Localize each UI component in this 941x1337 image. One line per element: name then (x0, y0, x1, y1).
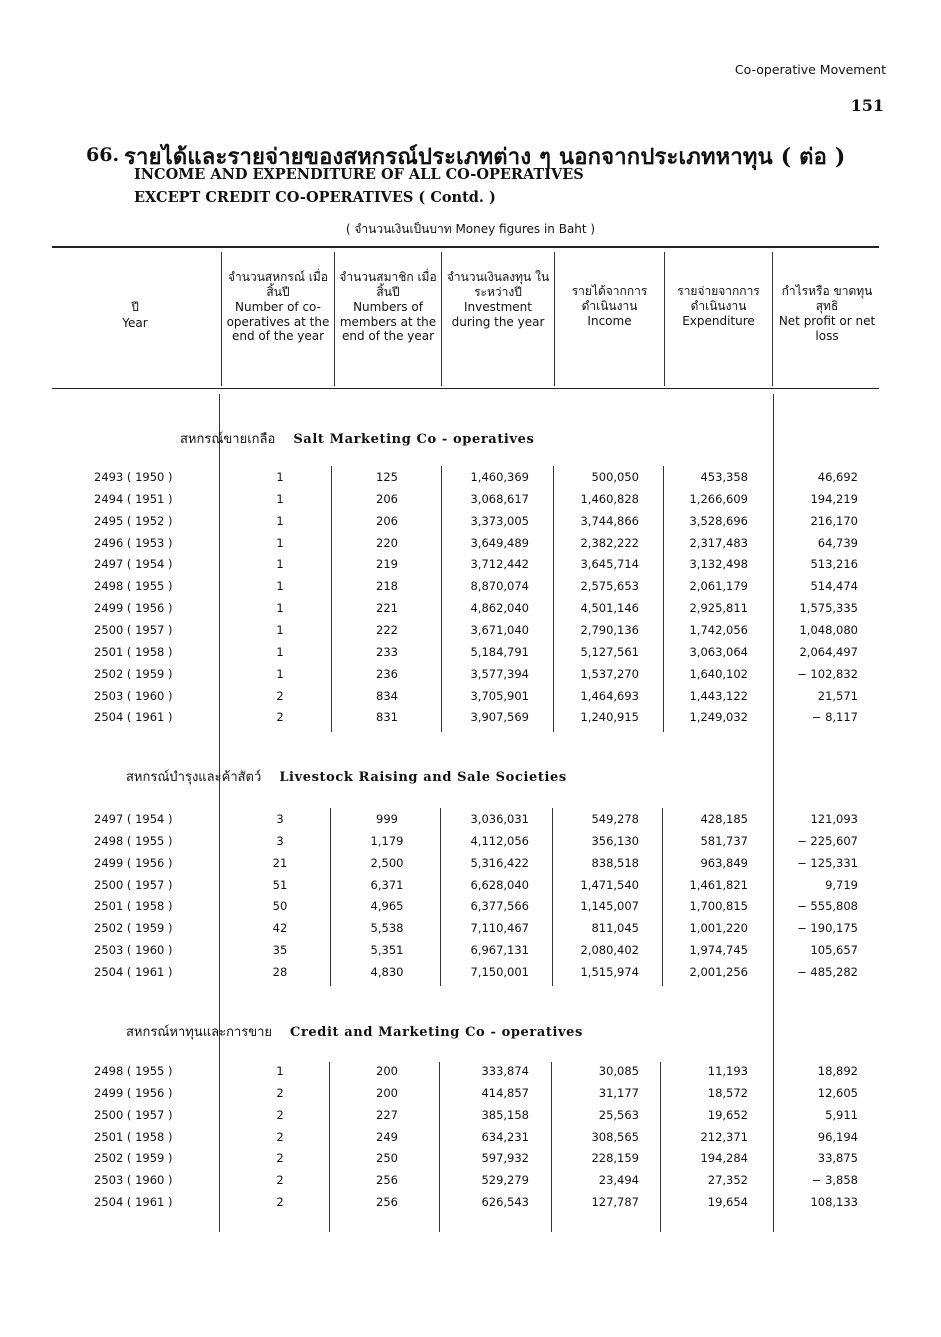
cell-members: 206 (376, 491, 398, 506)
cell-expenditure: 27,352 (707, 1173, 748, 1188)
cell-members: 125 (376, 470, 398, 484)
cell-coops: 28 (272, 964, 288, 979)
cell-coops: 1 (276, 557, 284, 572)
section-title-salt (0, 428, 941, 449)
cell-net: 46,692 (817, 470, 858, 484)
cell-coops: 1 (276, 622, 284, 637)
table-row (0, 536, 941, 556)
cell-coops: 2 (276, 1195, 284, 1210)
cell-coops: 2 (276, 688, 284, 703)
cell-net: 514,474 (810, 579, 858, 594)
cell-investment: 5,184,791 (470, 644, 529, 659)
cell-investment: 3,068,617 (470, 491, 529, 506)
table-row (0, 1108, 941, 1128)
header-expenditure (667, 284, 770, 329)
header-members-english: Numbers of members at the end of the year (339, 300, 437, 343)
table-row (0, 557, 941, 577)
table-top-rule (52, 246, 879, 248)
cell-income: 30,085 (598, 1064, 639, 1078)
header-coops (224, 270, 332, 344)
cell-members: 256 (376, 1173, 398, 1188)
cell-members: 834 (376, 688, 398, 703)
cell-coops: 1 (276, 470, 284, 484)
cell-expenditure: 3,132,498 (689, 557, 748, 572)
cell-investment: 1,460,369 (470, 470, 529, 484)
cell-expenditure: 963,849 (700, 855, 748, 870)
cell-members: 236 (376, 666, 398, 681)
cell-income: 228,159 (591, 1151, 639, 1166)
cell-coops: 1 (276, 1064, 284, 1078)
cell-income: 1,145,007 (580, 899, 639, 914)
header-coops-thai: จำนวนสหกรณ์ เมื่อสิ้นปี (227, 270, 329, 299)
header-investment-english: Investment during the year (451, 300, 545, 329)
cell-year: 2504 ( 1961 ) (94, 964, 173, 979)
cell-investment: 7,110,467 (470, 921, 529, 936)
cell-expenditure: 194,284 (700, 1151, 748, 1166)
cell-income: 1,537,270 (580, 666, 639, 681)
table-row (0, 601, 941, 621)
cell-expenditure: 2,001,256 (689, 964, 748, 979)
cell-year: 2504 ( 1961 ) (94, 710, 173, 725)
header-expenditure-thai: รายจ่ายจากการ ดำเนินงาน (677, 284, 760, 313)
cell-investment: 6,628,040 (470, 877, 529, 892)
cell-coops: 1 (276, 513, 284, 528)
header-income-english: Income (587, 314, 632, 328)
cell-expenditure: 2,061,179 (689, 579, 748, 594)
cell-income: 3,645,714 (580, 557, 639, 572)
cell-members: 999 (376, 812, 398, 826)
cell-net: 121,093 (810, 812, 858, 826)
cell-investment: 4,862,040 (470, 601, 529, 616)
cell-year: 2498 ( 1955 ) (94, 1064, 173, 1078)
cell-year: 2502 ( 1959 ) (94, 1151, 173, 1166)
header-members (337, 270, 439, 344)
cell-net: − 3,858 (811, 1173, 858, 1188)
cell-income: 127,787 (591, 1195, 639, 1210)
cell-investment: 3,712,442 (470, 557, 529, 572)
table-row (0, 856, 941, 876)
cell-coops: 2 (276, 1173, 284, 1188)
cell-investment: 634,231 (481, 1129, 529, 1144)
cell-year: 2498 ( 1955 ) (94, 833, 173, 848)
cell-members: 221 (376, 601, 398, 616)
cell-expenditure: 1,700,815 (689, 899, 748, 914)
table-row (0, 710, 941, 730)
cell-year: 2503 ( 1960 ) (94, 1173, 173, 1188)
cell-expenditure: 1,640,102 (689, 666, 748, 681)
cell-members: 250 (376, 1151, 398, 1166)
section-title-english: Credit and Marketing Co - operatives (290, 1025, 583, 1040)
cell-members: 222 (376, 622, 398, 637)
cell-investment: 333,874 (481, 1064, 529, 1078)
cell-income: 308,565 (591, 1129, 639, 1144)
cell-expenditure: 1,001,220 (689, 921, 748, 936)
cell-net: − 102,832 (797, 666, 858, 681)
header-net-english: Net profit or net loss (778, 314, 876, 343)
cell-investment: 3,671,040 (470, 622, 529, 637)
cell-investment: 3,907,569 (470, 710, 529, 725)
cell-investment: 3,036,031 (470, 812, 529, 826)
cell-net: 2,064,497 (799, 644, 858, 659)
cell-members: 5,538 (370, 921, 404, 936)
cell-coops: 1 (276, 579, 284, 594)
cell-year: 2503 ( 1960 ) (94, 688, 173, 703)
cell-coops: 1 (276, 644, 284, 659)
cell-net: 1,575,335 (799, 601, 858, 616)
cell-net: 33,875 (817, 1151, 858, 1166)
header-net-thai: กำไรหรือ ขาดทุนสุทธิ (781, 284, 873, 313)
cell-expenditure: 19,652 (707, 1107, 748, 1122)
cell-members: 6,371 (370, 877, 404, 892)
cell-income: 1,464,693 (580, 688, 639, 703)
cell-year: 2501 ( 1958 ) (94, 644, 173, 659)
cell-coops: 21 (272, 855, 288, 870)
cell-income: 1,460,828 (580, 491, 639, 506)
table-row (0, 812, 941, 832)
cell-year: 2499 ( 1956 ) (94, 855, 173, 870)
cell-expenditure: 1,742,056 (689, 622, 748, 637)
cell-members: 4,830 (370, 964, 404, 979)
cell-members: 233 (376, 644, 398, 659)
cell-coops: 2 (276, 1085, 284, 1100)
section-title-thai: สหกรณ์ขายเกลือ (180, 432, 276, 447)
cell-year: 2500 ( 1957 ) (94, 622, 173, 637)
cell-investment: 414,857 (481, 1085, 529, 1100)
table-row (0, 878, 941, 898)
cell-income: 2,382,222 (580, 535, 639, 550)
table-title-english-line2: EXCEPT CREDIT CO-OPERATIVES ( Contd. ) (134, 189, 496, 206)
cell-members: 249 (376, 1129, 398, 1144)
cell-income: 356,130 (591, 833, 639, 848)
table-row (0, 834, 941, 854)
table-row (0, 1195, 941, 1215)
cell-coops: 51 (272, 877, 288, 892)
cell-investment: 626,543 (481, 1195, 529, 1210)
cell-income: 2,080,402 (580, 943, 639, 958)
cell-investment: 7,150,001 (470, 964, 529, 979)
cell-net: − 190,175 (797, 921, 858, 936)
cell-year: 2502 ( 1959 ) (94, 921, 173, 936)
cell-income: 2,575,653 (580, 579, 639, 594)
cell-expenditure: 1,266,609 (689, 491, 748, 506)
cell-coops: 2 (276, 710, 284, 725)
header-year (60, 300, 210, 330)
cell-investment: 529,279 (481, 1173, 529, 1188)
cell-investment: 597,932 (481, 1151, 529, 1166)
cell-investment: 8,870,074 (470, 579, 529, 594)
cell-year: 2499 ( 1956 ) (94, 601, 173, 616)
table-row (0, 645, 941, 665)
cell-expenditure: 581,737 (700, 833, 748, 848)
cell-members: 227 (376, 1107, 398, 1122)
cell-net: − 485,282 (797, 964, 858, 979)
header-income (557, 284, 662, 329)
cell-members: 831 (376, 710, 398, 725)
table-row (0, 1130, 941, 1150)
cell-investment: 6,967,131 (470, 943, 529, 958)
cell-investment: 3,649,489 (470, 535, 529, 550)
table-row (0, 1064, 941, 1084)
cell-year: 2497 ( 1954 ) (94, 812, 173, 826)
cell-members: 218 (376, 579, 398, 594)
cell-members: 2,500 (370, 855, 404, 870)
cell-coops: 50 (272, 899, 288, 914)
page-number: 151 (850, 96, 884, 115)
header-divider (664, 252, 665, 386)
cell-expenditure: 11,193 (707, 1064, 748, 1078)
cell-income: 1,471,540 (580, 877, 639, 892)
table-row (0, 1151, 941, 1171)
cell-expenditure: 1,249,032 (689, 710, 748, 725)
cell-net: 18,892 (817, 1064, 858, 1078)
cell-year: 2502 ( 1959 ) (94, 666, 173, 681)
cell-expenditure: 3,528,696 (689, 513, 748, 528)
cell-members: 219 (376, 557, 398, 572)
cell-coops: 3 (276, 833, 284, 848)
cell-year: 2495 ( 1952 ) (94, 513, 173, 528)
header-divider (441, 252, 442, 386)
cell-net: 194,219 (810, 491, 858, 506)
cell-net: 9,719 (825, 877, 858, 892)
header-coops-english: Number of co-operatives at the end of the year (226, 300, 330, 343)
cell-coops: 1 (276, 491, 284, 506)
table-title-english-line1: INCOME AND EXPENDITURE OF ALL CO-OPERATIVES (134, 166, 584, 183)
header-bottom-rule (52, 388, 879, 389)
cell-year: 2499 ( 1956 ) (94, 1085, 173, 1100)
header-divider (221, 252, 222, 386)
cell-expenditure: 2,317,483 (689, 535, 748, 550)
table-row (0, 470, 941, 490)
cell-income: 31,177 (598, 1085, 639, 1100)
cell-expenditure: 428,185 (700, 812, 748, 826)
header-net (776, 284, 878, 343)
cell-expenditure: 453,358 (700, 470, 748, 484)
table-row (0, 689, 941, 709)
cell-income: 500,050 (591, 470, 639, 484)
cell-members: 5,351 (370, 943, 404, 958)
cell-coops: 3 (276, 812, 284, 826)
cell-income: 1,515,974 (580, 964, 639, 979)
money-units-note: ( จำนวนเงินเป็นบาท Money figures in Baht ) (345, 222, 596, 236)
cell-income: 549,278 (591, 812, 639, 826)
table-title-thai: รายได้และรายจ่ายของสหกรณ์ประเภทต่าง ๆ นอกจากประเภทหาทุน ( ต่อ ) (124, 144, 846, 170)
cell-coops: 2 (276, 1107, 284, 1122)
cell-net: − 8,117 (811, 710, 858, 725)
cell-members: 200 (376, 1085, 398, 1100)
cell-expenditure: 18,572 (707, 1085, 748, 1100)
header-expenditure-english: Expenditure (682, 314, 755, 328)
cell-investment: 3,373,005 (470, 513, 529, 528)
cell-year: 2504 ( 1961 ) (94, 1195, 173, 1210)
header-investment (444, 270, 552, 329)
cell-investment: 6,377,566 (470, 899, 529, 914)
cell-coops: 42 (272, 921, 288, 936)
cell-investment: 385,158 (481, 1107, 529, 1122)
cell-year: 2494 ( 1951 ) (94, 491, 173, 506)
cell-income: 2,790,136 (580, 622, 639, 637)
header-year-english: Year (122, 315, 148, 330)
cell-coops: 35 (272, 943, 288, 958)
cell-year: 2497 ( 1954 ) (94, 557, 173, 572)
cell-members: 220 (376, 535, 398, 550)
cell-income: 3,744,866 (580, 513, 639, 528)
cell-investment: 5,316,422 (470, 855, 529, 870)
section-title-livestock (0, 766, 941, 787)
cell-net: 105,657 (810, 943, 858, 958)
running-head: Co-operative Movement (734, 62, 886, 77)
header-year-thai: ปี (131, 300, 139, 314)
table-row (0, 921, 941, 941)
cell-net: − 125,331 (797, 855, 858, 870)
cell-coops: 1 (276, 601, 284, 616)
cell-expenditure: 2,925,811 (689, 601, 748, 616)
cell-expenditure: 19,654 (707, 1195, 748, 1210)
table-row (0, 667, 941, 687)
table-row (0, 943, 941, 963)
cell-expenditure: 1,974,745 (689, 943, 748, 958)
cell-income: 23,494 (598, 1173, 639, 1188)
cell-members: 256 (376, 1195, 398, 1210)
table-row (0, 899, 941, 919)
table-row (0, 623, 941, 643)
header-income-thai: รายได้จากการ ดำเนินงาน (571, 284, 648, 313)
cell-net: 1,048,080 (799, 622, 858, 637)
cell-expenditure: 3,063,064 (689, 644, 748, 659)
cell-investment: 3,705,901 (470, 688, 529, 703)
cell-net: 21,571 (817, 688, 858, 703)
cell-year: 2496 ( 1953 ) (94, 535, 173, 550)
table-row (0, 1086, 941, 1106)
cell-net: 108,133 (810, 1195, 858, 1210)
section-title-english: Salt Marketing Co - operatives (293, 432, 535, 447)
section-title-thai: สหกรณ์หาทุนและการขาย (126, 1025, 273, 1040)
table-row (0, 1173, 941, 1193)
table-row (0, 492, 941, 512)
header-divider (554, 252, 555, 386)
header-divider (772, 252, 773, 386)
cell-coops: 2 (276, 1129, 284, 1144)
cell-coops: 1 (276, 666, 284, 681)
cell-net: − 555,808 (797, 899, 858, 914)
cell-year: 2498 ( 1955 ) (94, 579, 173, 594)
cell-income: 838,518 (591, 855, 639, 870)
table-row (0, 965, 941, 985)
cell-income: 5,127,561 (580, 644, 639, 659)
cell-income: 1,240,915 (580, 710, 639, 725)
cell-year: 2500 ( 1957 ) (94, 1107, 173, 1122)
cell-year: 2501 ( 1958 ) (94, 1129, 173, 1144)
cell-year: 2493 ( 1950 ) (94, 470, 173, 484)
cell-net: − 225,607 (797, 833, 858, 848)
cell-expenditure: 212,371 (700, 1129, 748, 1144)
cell-members: 206 (376, 513, 398, 528)
cell-expenditure: 1,461,821 (689, 877, 748, 892)
cell-income: 4,501,146 (580, 601, 639, 616)
section-title-english: Livestock Raising and Sale Societies (279, 770, 567, 785)
cell-net: 96,194 (817, 1129, 858, 1144)
header-divider (334, 252, 335, 386)
cell-members: 4,965 (370, 899, 404, 914)
table-number: 66. (86, 144, 120, 166)
cell-members: 1,179 (370, 833, 404, 848)
section-title-thai: สหกรณ์บำรุงและค้าสัตว์ (126, 770, 262, 785)
cell-income: 811,045 (591, 921, 639, 936)
cell-coops: 1 (276, 535, 284, 550)
cell-investment: 4,112,056 (470, 833, 529, 848)
table-row (0, 514, 941, 534)
cell-income: 25,563 (598, 1107, 639, 1122)
cell-net: 216,170 (810, 513, 858, 528)
cell-members: 200 (376, 1064, 398, 1078)
cell-year: 2500 ( 1957 ) (94, 877, 173, 892)
cell-expenditure: 1,443,122 (689, 688, 748, 703)
cell-net: 12,605 (817, 1085, 858, 1100)
cell-year: 2503 ( 1960 ) (94, 943, 173, 958)
cell-net: 5,911 (825, 1107, 858, 1122)
cell-net: 513,216 (810, 557, 858, 572)
header-members-thai: จำนวนสมาชิก เมื่อสิ้นปี (339, 270, 437, 299)
section-title-credit-marketing (0, 1021, 941, 1042)
header-investment-thai: จำนวนเงินลงทุน ในระหว่างปี (446, 270, 550, 299)
cell-year: 2501 ( 1958 ) (94, 899, 173, 914)
cell-investment: 3,577,394 (470, 666, 529, 681)
cell-coops: 2 (276, 1151, 284, 1166)
table-row (0, 579, 941, 599)
cell-net: 64,739 (817, 535, 858, 550)
